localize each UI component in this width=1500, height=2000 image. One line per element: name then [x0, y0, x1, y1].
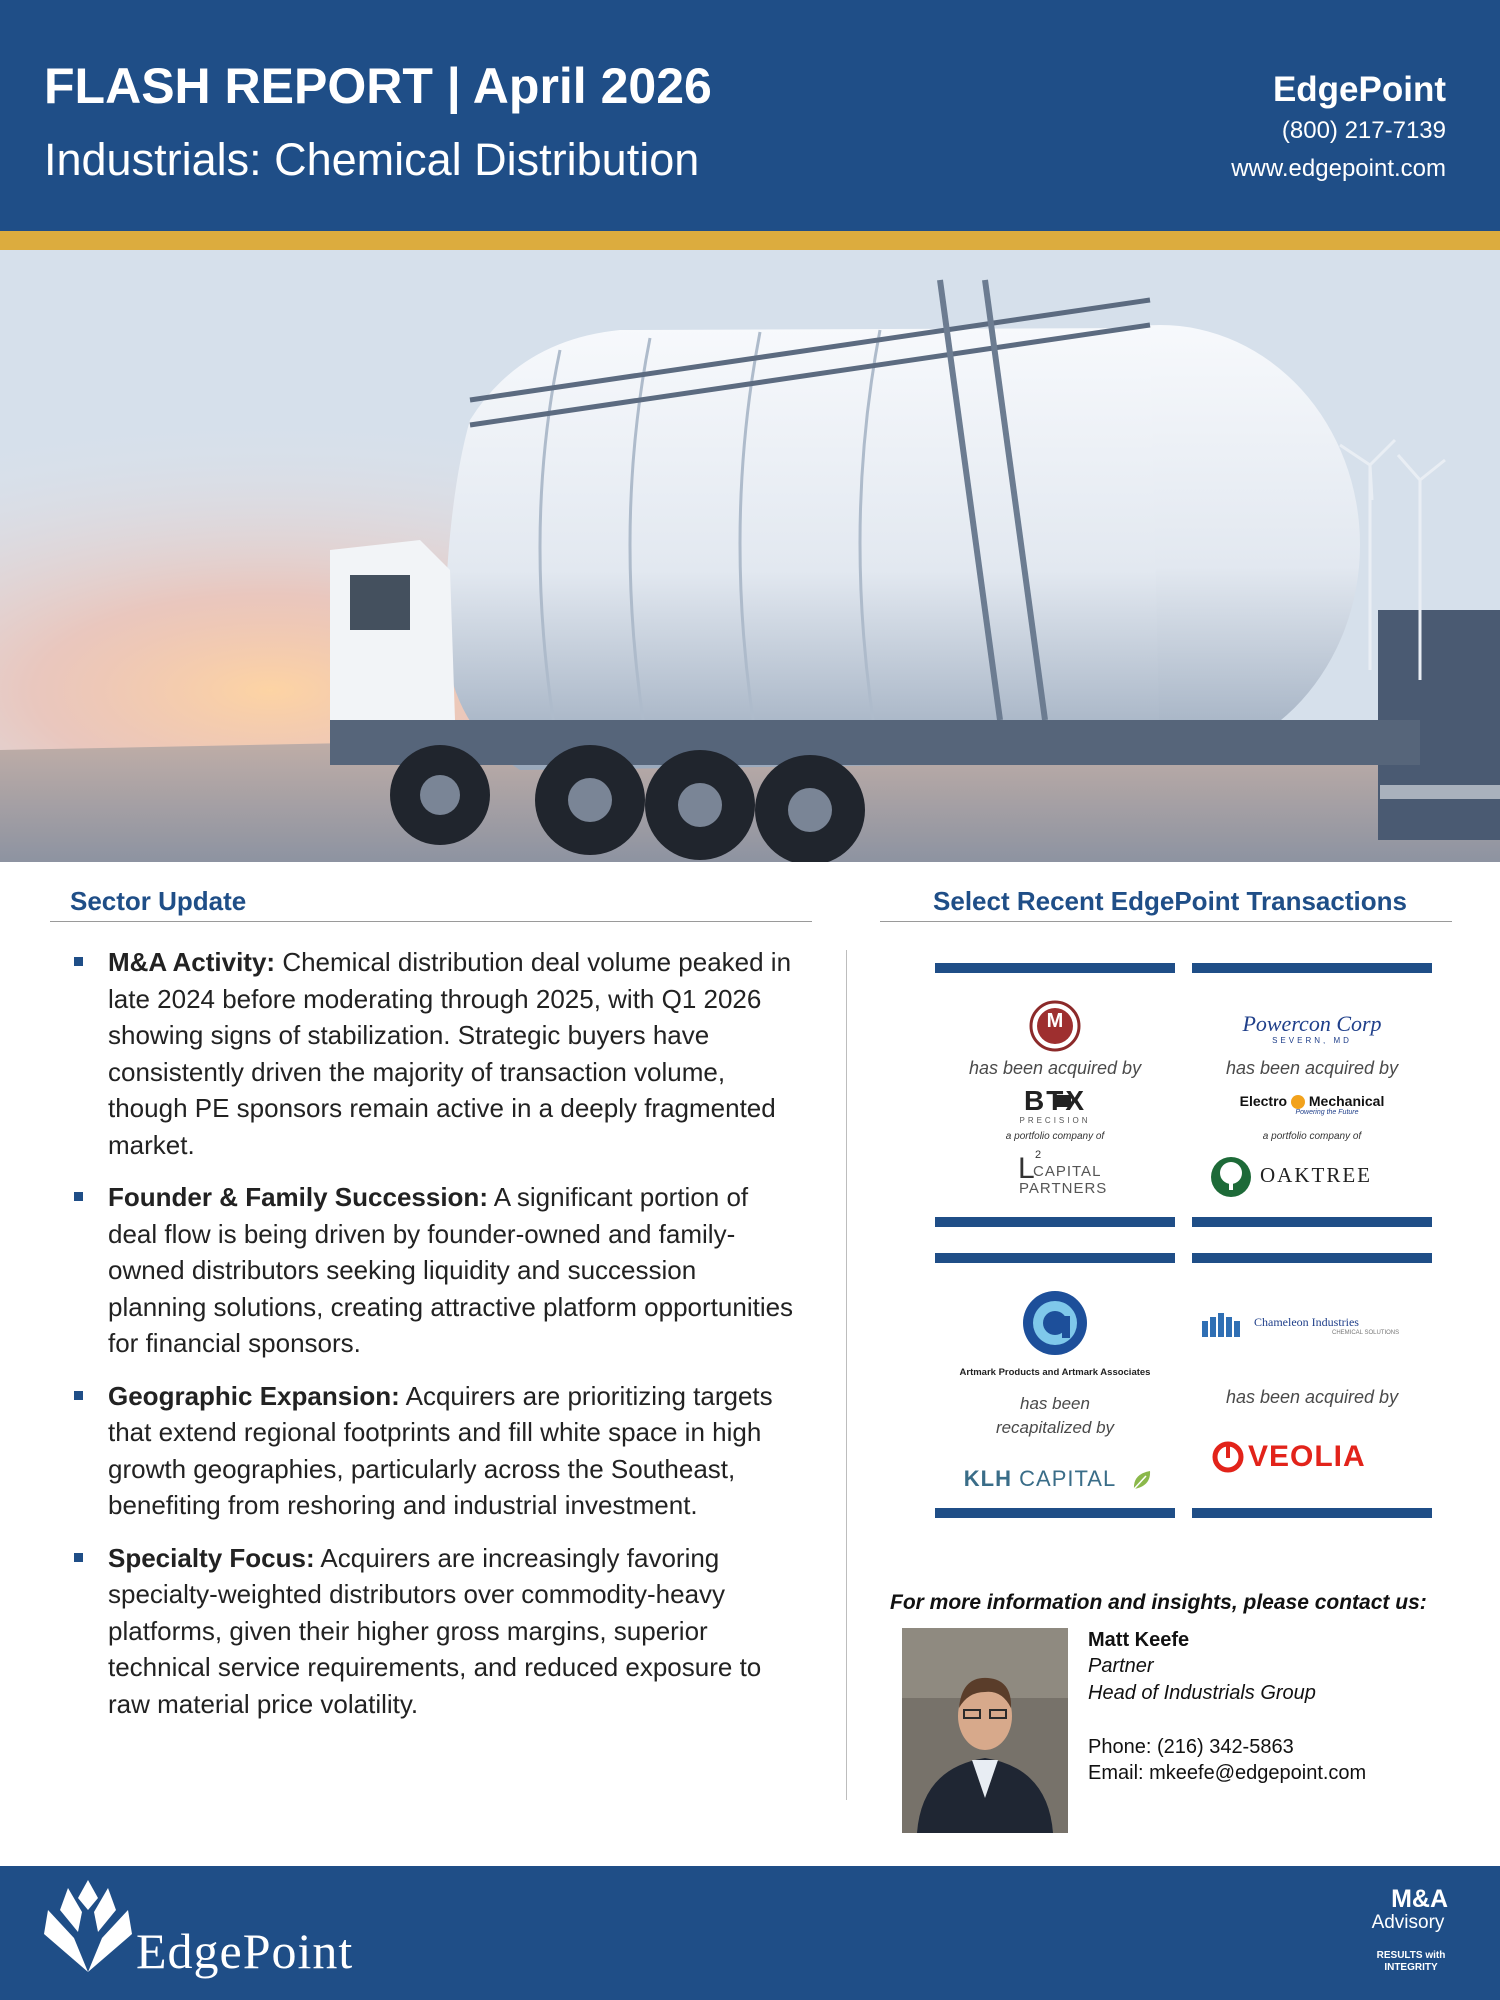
acquirer-logo-b: Mechanical	[1308, 1093, 1385, 1109]
footer-badge-advisory: Advisory	[1371, 1912, 1445, 1933]
target-logo-chameleon: Chameleon Industries	[1254, 1315, 1359, 1329]
veolia-swirl-icon	[1212, 1441, 1244, 1473]
header-phone: (800) 217-7139	[1281, 117, 1446, 144]
edgepoint-logo-icon	[38, 1880, 138, 1980]
report-header	[0, 0, 1500, 231]
transaction-card-powercon[interactable]	[1192, 963, 1432, 1227]
gold-divider	[0, 231, 1500, 250]
contact-role: Partner	[1088, 1655, 1154, 1677]
hero-image	[0, 250, 1500, 862]
sponsor-logo-oaktree: OAKTREE	[1260, 1163, 1372, 1187]
card-action: has been acquired by	[1225, 1387, 1399, 1407]
acquirer-sub: PRECISION	[1019, 1116, 1091, 1125]
sector-divider	[50, 921, 812, 922]
klh-leaf-icon	[1131, 1468, 1153, 1492]
bullet-text: Chemical distribution deal volume peaked in late 2024 before moderating through 2025, with Q1 2026 showing signs of stabilization. Strategic buyers have consistently driven the majority of transaction volume, though PE sponsors remain active in a deeply fragmented market.	[108, 947, 792, 1160]
acquirer-logo-btx: BTX	[1024, 1085, 1086, 1116]
person-portrait-icon	[902, 1628, 1068, 1833]
contact-email-link[interactable]: Email: mkeefe@edgepoint.com	[1088, 1762, 1367, 1784]
bullet-founder-succession	[70, 1179, 800, 1362]
bullet-square-icon	[74, 1553, 83, 1562]
bullet-title: Geographic Expansion:	[108, 1380, 400, 1411]
bullet-square-icon	[74, 957, 83, 966]
bullet-text: A significant portion of deal flow is being driven by founder-owned and family-owned distributors seeking liquidity and succession planning solutions, creating attractive platform opportunities for financial sponsors.	[108, 1182, 794, 1358]
footer-badge-line4: INTEGRITY	[1384, 1962, 1438, 1973]
bullet-text: Acquirers are increasingly favoring specialty-weighted distributors over commodity-heavy platforms, given their higher gross margins, superior technical service requirements, and reduced exposure to raw material price volatility.	[108, 1542, 762, 1719]
acquirer-logo-b: CAPITAL	[1019, 1466, 1117, 1491]
transactions-heading: Select Recent EdgePoint Transactions	[933, 886, 1407, 916]
header-website-link[interactable]: www.edgepoint.com	[1231, 155, 1446, 182]
target-logo-m: M	[1046, 1010, 1064, 1032]
card-action: has been acquired by	[1225, 1058, 1399, 1078]
electro-gear-icon	[1291, 1095, 1305, 1109]
transaction-card-artmark[interactable]	[935, 1253, 1175, 1518]
bullet-geographic-expansion	[70, 1378, 800, 1524]
card-action-line1: has been	[1020, 1394, 1090, 1413]
bullet-title: M&A Activity:	[108, 947, 276, 977]
portfolio-text: a portfolio company of	[1262, 1131, 1362, 1142]
footer-badge-results	[1366, 1950, 1456, 1974]
bullet-title: Founder & Family Succession:	[108, 1182, 488, 1212]
target-tagline: CHEMICAL SOLUTIONS	[1332, 1330, 1400, 1336]
acquirer-logo-veolia: VEOLIA	[1248, 1440, 1366, 1473]
card-action-line2: recapitalized by	[995, 1418, 1115, 1437]
acquirer-tagline: Powering the Future	[1295, 1109, 1359, 1116]
sponsor-sup: 2	[1035, 1149, 1042, 1161]
bullet-title: Specialty Focus:	[108, 1542, 315, 1573]
tanker-truck-photo	[0, 250, 1500, 862]
contact-group: Head of Industrials Group	[1088, 1682, 1316, 1704]
footer-badge-ma: M&A	[1391, 1885, 1448, 1913]
transactions-divider	[880, 921, 1452, 922]
bullet-square-icon	[74, 1192, 83, 1201]
bullet-text: Acquirers are prioritizing targets that extend regional footprints and fill white space in high growth geographies, particularly across the Southeast, benefiting from reshoring and industrial investment.	[108, 1380, 773, 1520]
sponsor-line1: CAPITAL	[1033, 1163, 1102, 1180]
contact-heading: For more information and insights, please contact us:	[890, 1591, 1427, 1614]
bullet-square-icon	[74, 1391, 83, 1400]
sector-bullets	[70, 944, 800, 1738]
target-name-artmark: Artmark Products and Artmark Associates	[959, 1367, 1151, 1378]
report-subtitle: Industrials: Chemical Distribution	[44, 134, 700, 185]
acquirer-logo-a: KLH	[963, 1466, 1013, 1491]
column-divider	[846, 950, 847, 1800]
artmark-globe-icon	[1020, 1288, 1090, 1358]
chameleon-waves-icon	[1202, 1309, 1250, 1339]
footer-wordmark: EdgePoint	[136, 1923, 354, 1979]
contact-name: Matt Keefe	[1088, 1629, 1190, 1651]
report-title: FLASH REPORT | April 2026	[44, 58, 712, 114]
transaction-card-btx[interactable]	[935, 963, 1175, 1227]
acquirer-logo-a: Electro	[1239, 1093, 1288, 1109]
acquirer-logo-electromechanical	[1192, 1093, 1432, 1109]
target-logo-powercon: Powercon Corp	[1242, 1011, 1382, 1036]
portfolio-text: a portfolio company of	[1005, 1131, 1105, 1142]
contact-phone: Phone: (216) 342-5863	[1088, 1736, 1294, 1758]
card-action: has been acquired by	[968, 1058, 1142, 1078]
acquirer-logo-klh	[945, 1466, 1135, 1492]
bullet-specialty-focus	[70, 1540, 800, 1723]
sponsor-mark-l: L	[1018, 1152, 1035, 1185]
target-sub: SEVERN, MD	[1272, 1036, 1352, 1045]
sector-update-heading: Sector Update	[70, 886, 247, 916]
sponsor-line2: PARTNERS	[1019, 1180, 1108, 1197]
bullet-ma-activity	[70, 944, 800, 1163]
transaction-card-chameleon[interactable]	[1192, 1253, 1432, 1518]
footer-badge-line3: RESULTS with	[1376, 1950, 1446, 1961]
oaktree-tree-icon	[1210, 1156, 1252, 1198]
contact-photo	[902, 1628, 1068, 1833]
brand-name: EdgePoint	[1272, 70, 1446, 109]
